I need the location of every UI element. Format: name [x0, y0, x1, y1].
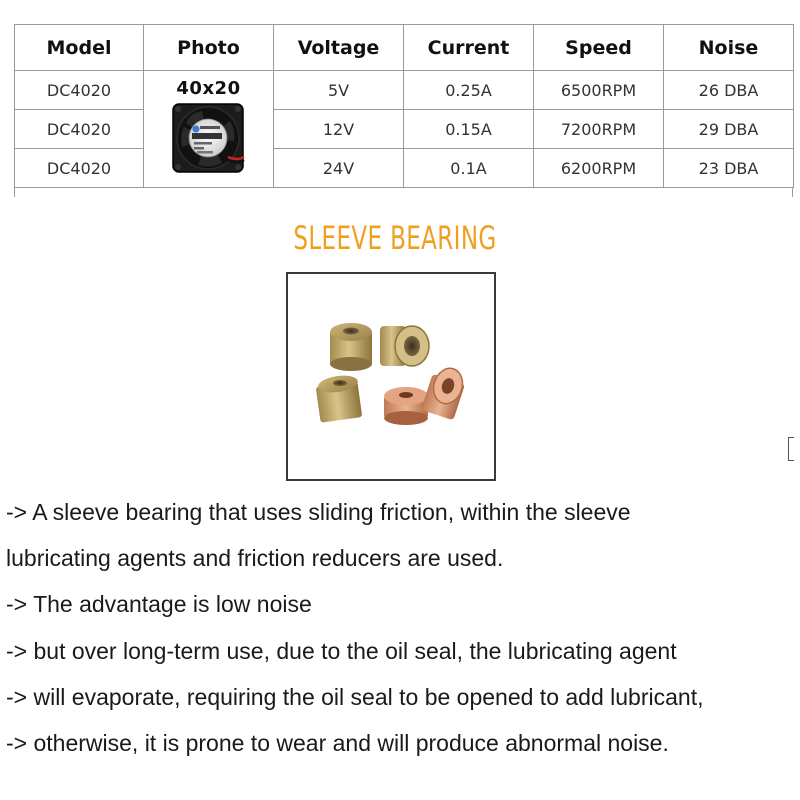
bearing-5 — [421, 365, 467, 421]
bearing-3 — [316, 373, 363, 422]
cell-voltage: 5V — [274, 71, 404, 110]
cell-speed: 6500RPM — [534, 71, 664, 110]
cell-model: DC4020 — [15, 71, 144, 110]
table-row — [15, 71, 794, 110]
photo-label: 40x20 — [176, 78, 241, 99]
header-voltage: Voltage — [274, 25, 404, 71]
description-line: -> otherwise, it is prone to wear and will produce abnormal noise. — [6, 730, 669, 756]
table-bottom-edge — [14, 188, 793, 197]
header-noise: Noise — [664, 25, 794, 71]
cell-noise: 23 DBA — [664, 149, 794, 188]
cell-model: DC4020 — [15, 149, 144, 188]
bearing-heading: SLEEVE BEARING — [293, 219, 497, 257]
fan-photo — [172, 103, 246, 175]
table-header-row — [15, 25, 794, 71]
cell-current: 0.15A — [404, 110, 534, 149]
header-model: Model — [15, 25, 144, 71]
cell-speed: 7200RPM — [534, 110, 664, 149]
cell-photo — [144, 71, 274, 188]
cell-model: DC4020 — [15, 110, 144, 149]
bearing-photo — [286, 272, 496, 481]
table-row — [15, 149, 794, 188]
spec-table — [14, 24, 794, 188]
table-row — [15, 110, 794, 149]
description-line: -> The advantage is low noise — [6, 591, 312, 617]
edge-bracket-mark — [788, 437, 794, 461]
description-line: lubricating agents and friction reducers are used. — [6, 545, 504, 571]
bearing-1 — [330, 323, 372, 371]
cell-voltage: 12V — [274, 110, 404, 149]
description-line: -> but over long-term use, due to the oil seal, the lubricating agent — [6, 638, 677, 664]
description-line: -> A sleeve bearing that uses sliding friction, within the sleeve — [6, 499, 631, 525]
header-speed: Speed — [534, 25, 664, 71]
bearing-2 — [380, 326, 429, 366]
cell-speed: 6200RPM — [534, 149, 664, 188]
cell-current: 0.1A — [404, 149, 534, 188]
bearing-4 — [384, 387, 428, 425]
header-photo: Photo — [144, 25, 274, 71]
description-line: -> will evaporate, requiring the oil seal to be opened to add lubricant, — [6, 684, 704, 710]
sleeve-bearings-image — [288, 274, 494, 479]
cell-voltage: 24V — [274, 149, 404, 188]
cell-current: 0.25A — [404, 71, 534, 110]
cell-noise: 29 DBA — [664, 110, 794, 149]
header-current: Current — [404, 25, 534, 71]
cell-noise: 26 DBA — [664, 71, 794, 110]
